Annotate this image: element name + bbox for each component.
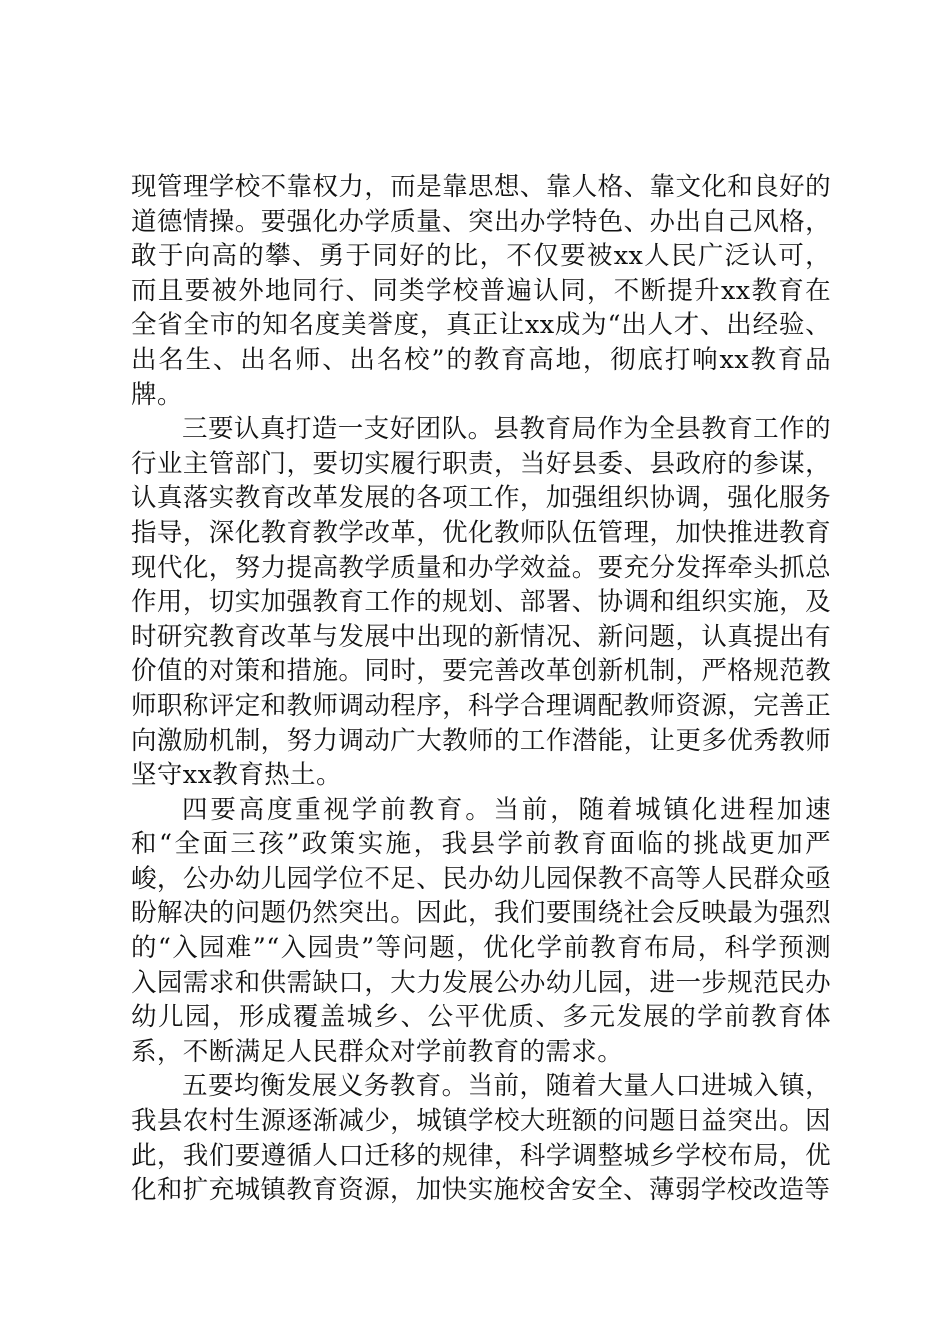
- paragraph-point-five: 五要均衡发展义务教育。当前，随着大量人口进城入镇，我县农村生源逐渐减少，城镇学校大班额的问题日益突出。因此，我们要遵循人口迁移的规律，科学调整城乡学校布局，优化和扩充城镇教育资源，加快实施校舍安全、薄弱学校改造等: [131, 1071, 831, 1206]
- paragraph-intro-continued: 现管理学校不靠权力，而是靠思想、靠人格、靠文化和良好的道德情操。要强化办学质量、突出办学特色、办出自己风格，敢于向高的攀、勇于同好的比，不仅要被xx人民广泛认可，而且要被外地同行、同类学校普遍认同，不断提升xx教育在全省全市的知名度美誉度，真正让xx成为“出人才、出经验、出名生、出名师、出名校”的教育高地，彻底打响xx教育品牌。: [131, 172, 831, 410]
- paragraph-point-four: 四要高度重视学前教育。当前，随着城镇化进程加速和“全面三孩”政策实施，我县学前教育面临的挑战更加严峻，公办幼儿园学位不足、民办幼儿园保教不高等人民群众亟盼解决的问题仍然突出。因此，我们要围绕社会反映最为强烈的“入园难”“入园贵”等问题，优化学前教育布局，科学预测入园需求和供需缺口，大力发展公办幼儿园，进一步规范民办幼儿园，形成覆盖城乡、公平优质、多元发展的学前教育体系，不断满足人民群众对学前教育的需求。: [131, 794, 831, 1067]
- paragraph-point-three: 三要认真打造一支好团队。县教育局作为全县教育工作的行业主管部门，要切实履行职责，当好县委、县政府的参谋，认真落实教育改革发展的各项工作，加强组织协调，强化服务指导，深化教育教学改革，优化教师队伍管理，加快推进教育现代化，努力提高教学质量和办学效益。要充分发挥牵头抓总作用，切实加强教育工作的规划、部署、协调和组织实施，及时研究教育改革与发展中出现的新情况、新问题，认真提出有价值的对策和措施。同时，要完善改革创新机制，严格规范教师职称评定和教师调动程序，科学合理调配教师资源，完善正向激励机制，努力调动广大教师的工作潜能，让更多优秀教师坚守xx教育热土。: [131, 414, 831, 791]
- document-page: [131, 170, 831, 1208]
